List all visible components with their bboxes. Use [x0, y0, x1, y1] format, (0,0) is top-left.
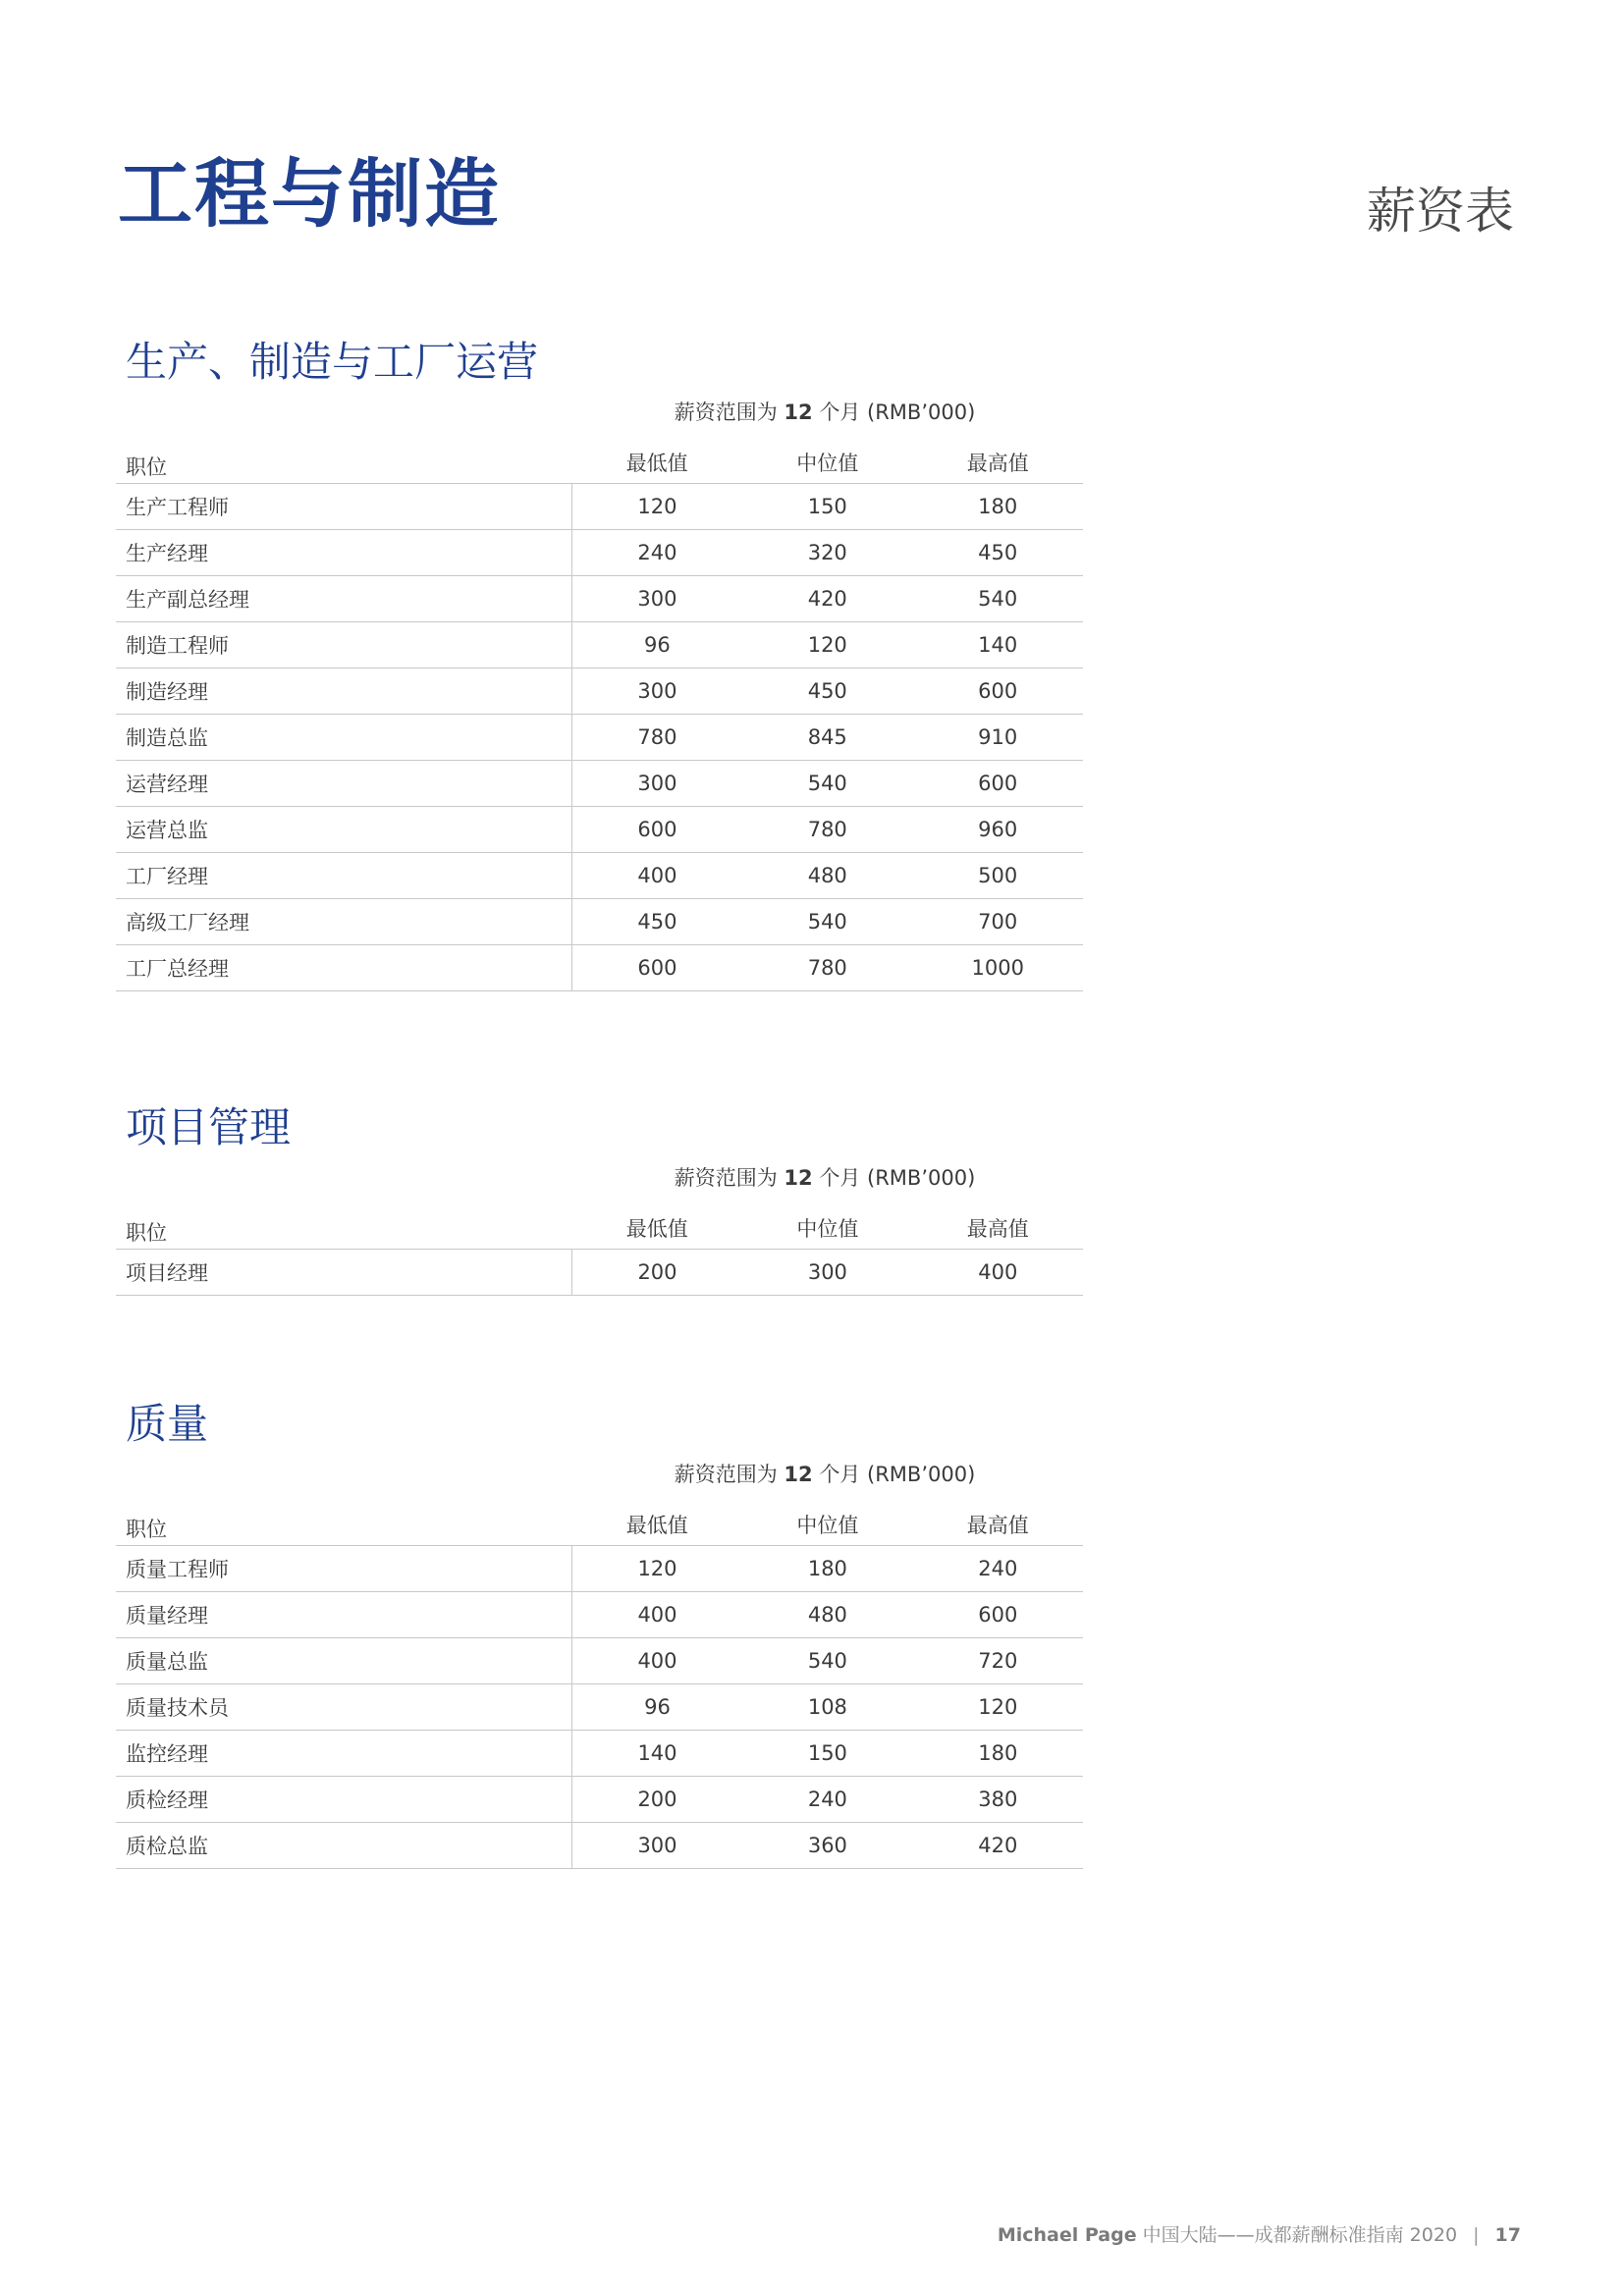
section-title: 项目管理: [126, 1103, 292, 1151]
median-cell: 320: [742, 530, 912, 576]
max-cell: 600: [912, 761, 1083, 807]
table-row: [116, 853, 1083, 899]
position-cell: 质量总监: [116, 1638, 571, 1684]
max-cell: 600: [912, 668, 1083, 715]
min-cell: 96: [571, 622, 742, 668]
salary-table: [116, 1494, 1083, 1869]
median-cell: 120: [742, 622, 912, 668]
table-row: [116, 1684, 1083, 1731]
column-header-min: 最低值: [571, 1198, 742, 1250]
position-cell: 生产副总经理: [116, 576, 571, 622]
min-cell: 300: [571, 1823, 742, 1869]
position-cell: 生产工程师: [116, 484, 571, 530]
page-footer: [998, 2220, 1521, 2247]
table-header-row: [116, 432, 1083, 484]
section-project-management: [116, 1103, 1083, 1285]
max-cell: 1000: [912, 945, 1083, 991]
table-row: [116, 1638, 1083, 1684]
max-cell: 450: [912, 530, 1083, 576]
median-cell: 450: [742, 668, 912, 715]
table-row: [116, 530, 1083, 576]
median-cell: 540: [742, 1638, 912, 1684]
salary-range-caption: 薪资范围为 12 个月 (RMB’000): [674, 400, 976, 424]
position-cell: 质量经理: [116, 1592, 571, 1638]
median-cell: 150: [742, 1731, 912, 1777]
section-quality: [116, 1400, 1083, 1858]
median-cell: 540: [742, 899, 912, 945]
min-cell: 400: [571, 853, 742, 899]
column-header-median: 中位值: [742, 432, 912, 484]
position-cell: 制造工程师: [116, 622, 571, 668]
table-row: [116, 668, 1083, 715]
column-header-max: 最高值: [912, 432, 1083, 484]
table-row: [116, 807, 1083, 853]
max-cell: 380: [913, 1777, 1083, 1823]
position-cell: 质检总监: [116, 1823, 571, 1869]
min-cell: 200: [571, 1777, 742, 1823]
section-title: 质量: [126, 1400, 209, 1448]
table-row: [116, 761, 1083, 807]
column-header-position: 职位: [116, 1494, 571, 1546]
position-cell: 运营总监: [116, 807, 571, 853]
position-cell: 工厂总经理: [116, 945, 571, 991]
column-header-min: 最低值: [571, 432, 742, 484]
table-row: [116, 622, 1083, 668]
max-cell: 700: [912, 899, 1083, 945]
table-row: [116, 1546, 1083, 1592]
salary-table: [116, 1198, 1083, 1296]
table-header-row: [116, 1198, 1083, 1250]
salary-range-caption: 薪资范围为 12 个月 (RMB’000): [674, 1463, 976, 1486]
footer-brand: Michael Page: [997, 2224, 1137, 2246]
median-cell: 420: [742, 576, 912, 622]
column-header-max: 最高值: [913, 1198, 1083, 1250]
max-cell: 420: [913, 1823, 1083, 1869]
table-row: [116, 1592, 1083, 1638]
min-cell: 450: [571, 899, 742, 945]
max-cell: 180: [912, 484, 1083, 530]
column-header-median: 中位值: [742, 1494, 912, 1546]
max-cell: 540: [912, 576, 1083, 622]
min-cell: 600: [571, 945, 742, 991]
footer-text: 中国大陆——成都薪酬标准指南 2020: [1142, 2224, 1458, 2246]
median-cell: 780: [742, 945, 912, 991]
salary-table: [116, 432, 1083, 991]
table-row: [116, 1731, 1083, 1777]
column-header-position: 职位: [116, 432, 571, 484]
min-cell: 780: [571, 715, 742, 761]
max-cell: 400: [913, 1250, 1083, 1296]
min-cell: 120: [571, 1546, 742, 1592]
position-cell: 项目经理: [116, 1250, 571, 1296]
table-header-row: [116, 1494, 1083, 1546]
column-header-max: 最高值: [913, 1494, 1083, 1546]
position-cell: 制造经理: [116, 668, 571, 715]
max-cell: 600: [913, 1592, 1083, 1638]
page-number: 17: [1494, 2224, 1521, 2246]
median-cell: 845: [742, 715, 912, 761]
position-cell: 高级工厂经理: [116, 899, 571, 945]
max-cell: 960: [912, 807, 1083, 853]
max-cell: 180: [913, 1731, 1083, 1777]
max-cell: 910: [912, 715, 1083, 761]
position-cell: 生产经理: [116, 530, 571, 576]
position-cell: 质量技术员: [116, 1684, 571, 1731]
table-row: [116, 484, 1083, 530]
position-cell: 运营经理: [116, 761, 571, 807]
page-category-tag: 薪资表: [1367, 183, 1514, 240]
section-title: 生产、制造与工厂运营: [126, 338, 539, 386]
median-cell: 360: [742, 1823, 912, 1869]
position-cell: 工厂经理: [116, 853, 571, 899]
min-cell: 300: [571, 576, 742, 622]
median-cell: 480: [742, 1592, 912, 1638]
position-cell: 监控经理: [116, 1731, 571, 1777]
median-cell: 108: [742, 1684, 912, 1731]
section-production: [116, 338, 1083, 981]
column-header-min: 最低值: [571, 1494, 742, 1546]
median-cell: 300: [742, 1250, 912, 1296]
median-cell: 150: [742, 484, 912, 530]
min-cell: 300: [571, 668, 742, 715]
salary-range-caption: 薪资范围为 12 个月 (RMB’000): [674, 1166, 976, 1190]
min-cell: 120: [571, 484, 742, 530]
median-cell: 180: [742, 1546, 912, 1592]
min-cell: 400: [571, 1638, 742, 1684]
min-cell: 200: [571, 1250, 742, 1296]
table-row: [116, 715, 1083, 761]
median-cell: 480: [742, 853, 912, 899]
median-cell: 540: [742, 761, 912, 807]
max-cell: 720: [913, 1638, 1083, 1684]
median-cell: 240: [742, 1777, 912, 1823]
column-header-median: 中位值: [742, 1198, 912, 1250]
max-cell: 500: [912, 853, 1083, 899]
table-row: [116, 945, 1083, 991]
column-header-position: 职位: [116, 1198, 571, 1250]
max-cell: 240: [913, 1546, 1083, 1592]
table-row: [116, 1250, 1083, 1296]
min-cell: 600: [571, 807, 742, 853]
min-cell: 96: [571, 1684, 742, 1731]
min-cell: 140: [571, 1731, 742, 1777]
footer-separator: |: [1473, 2224, 1480, 2246]
min-cell: 240: [571, 530, 742, 576]
median-cell: 780: [742, 807, 912, 853]
max-cell: 140: [912, 622, 1083, 668]
min-cell: 400: [571, 1592, 742, 1638]
min-cell: 300: [571, 761, 742, 807]
table-row: [116, 576, 1083, 622]
position-cell: 质检经理: [116, 1777, 571, 1823]
table-row: [116, 1823, 1083, 1869]
position-cell: 制造总监: [116, 715, 571, 761]
table-row: [116, 899, 1083, 945]
max-cell: 120: [913, 1684, 1083, 1731]
position-cell: 质量工程师: [116, 1546, 571, 1592]
page-title: 工程与制造: [118, 150, 501, 238]
table-row: [116, 1777, 1083, 1823]
